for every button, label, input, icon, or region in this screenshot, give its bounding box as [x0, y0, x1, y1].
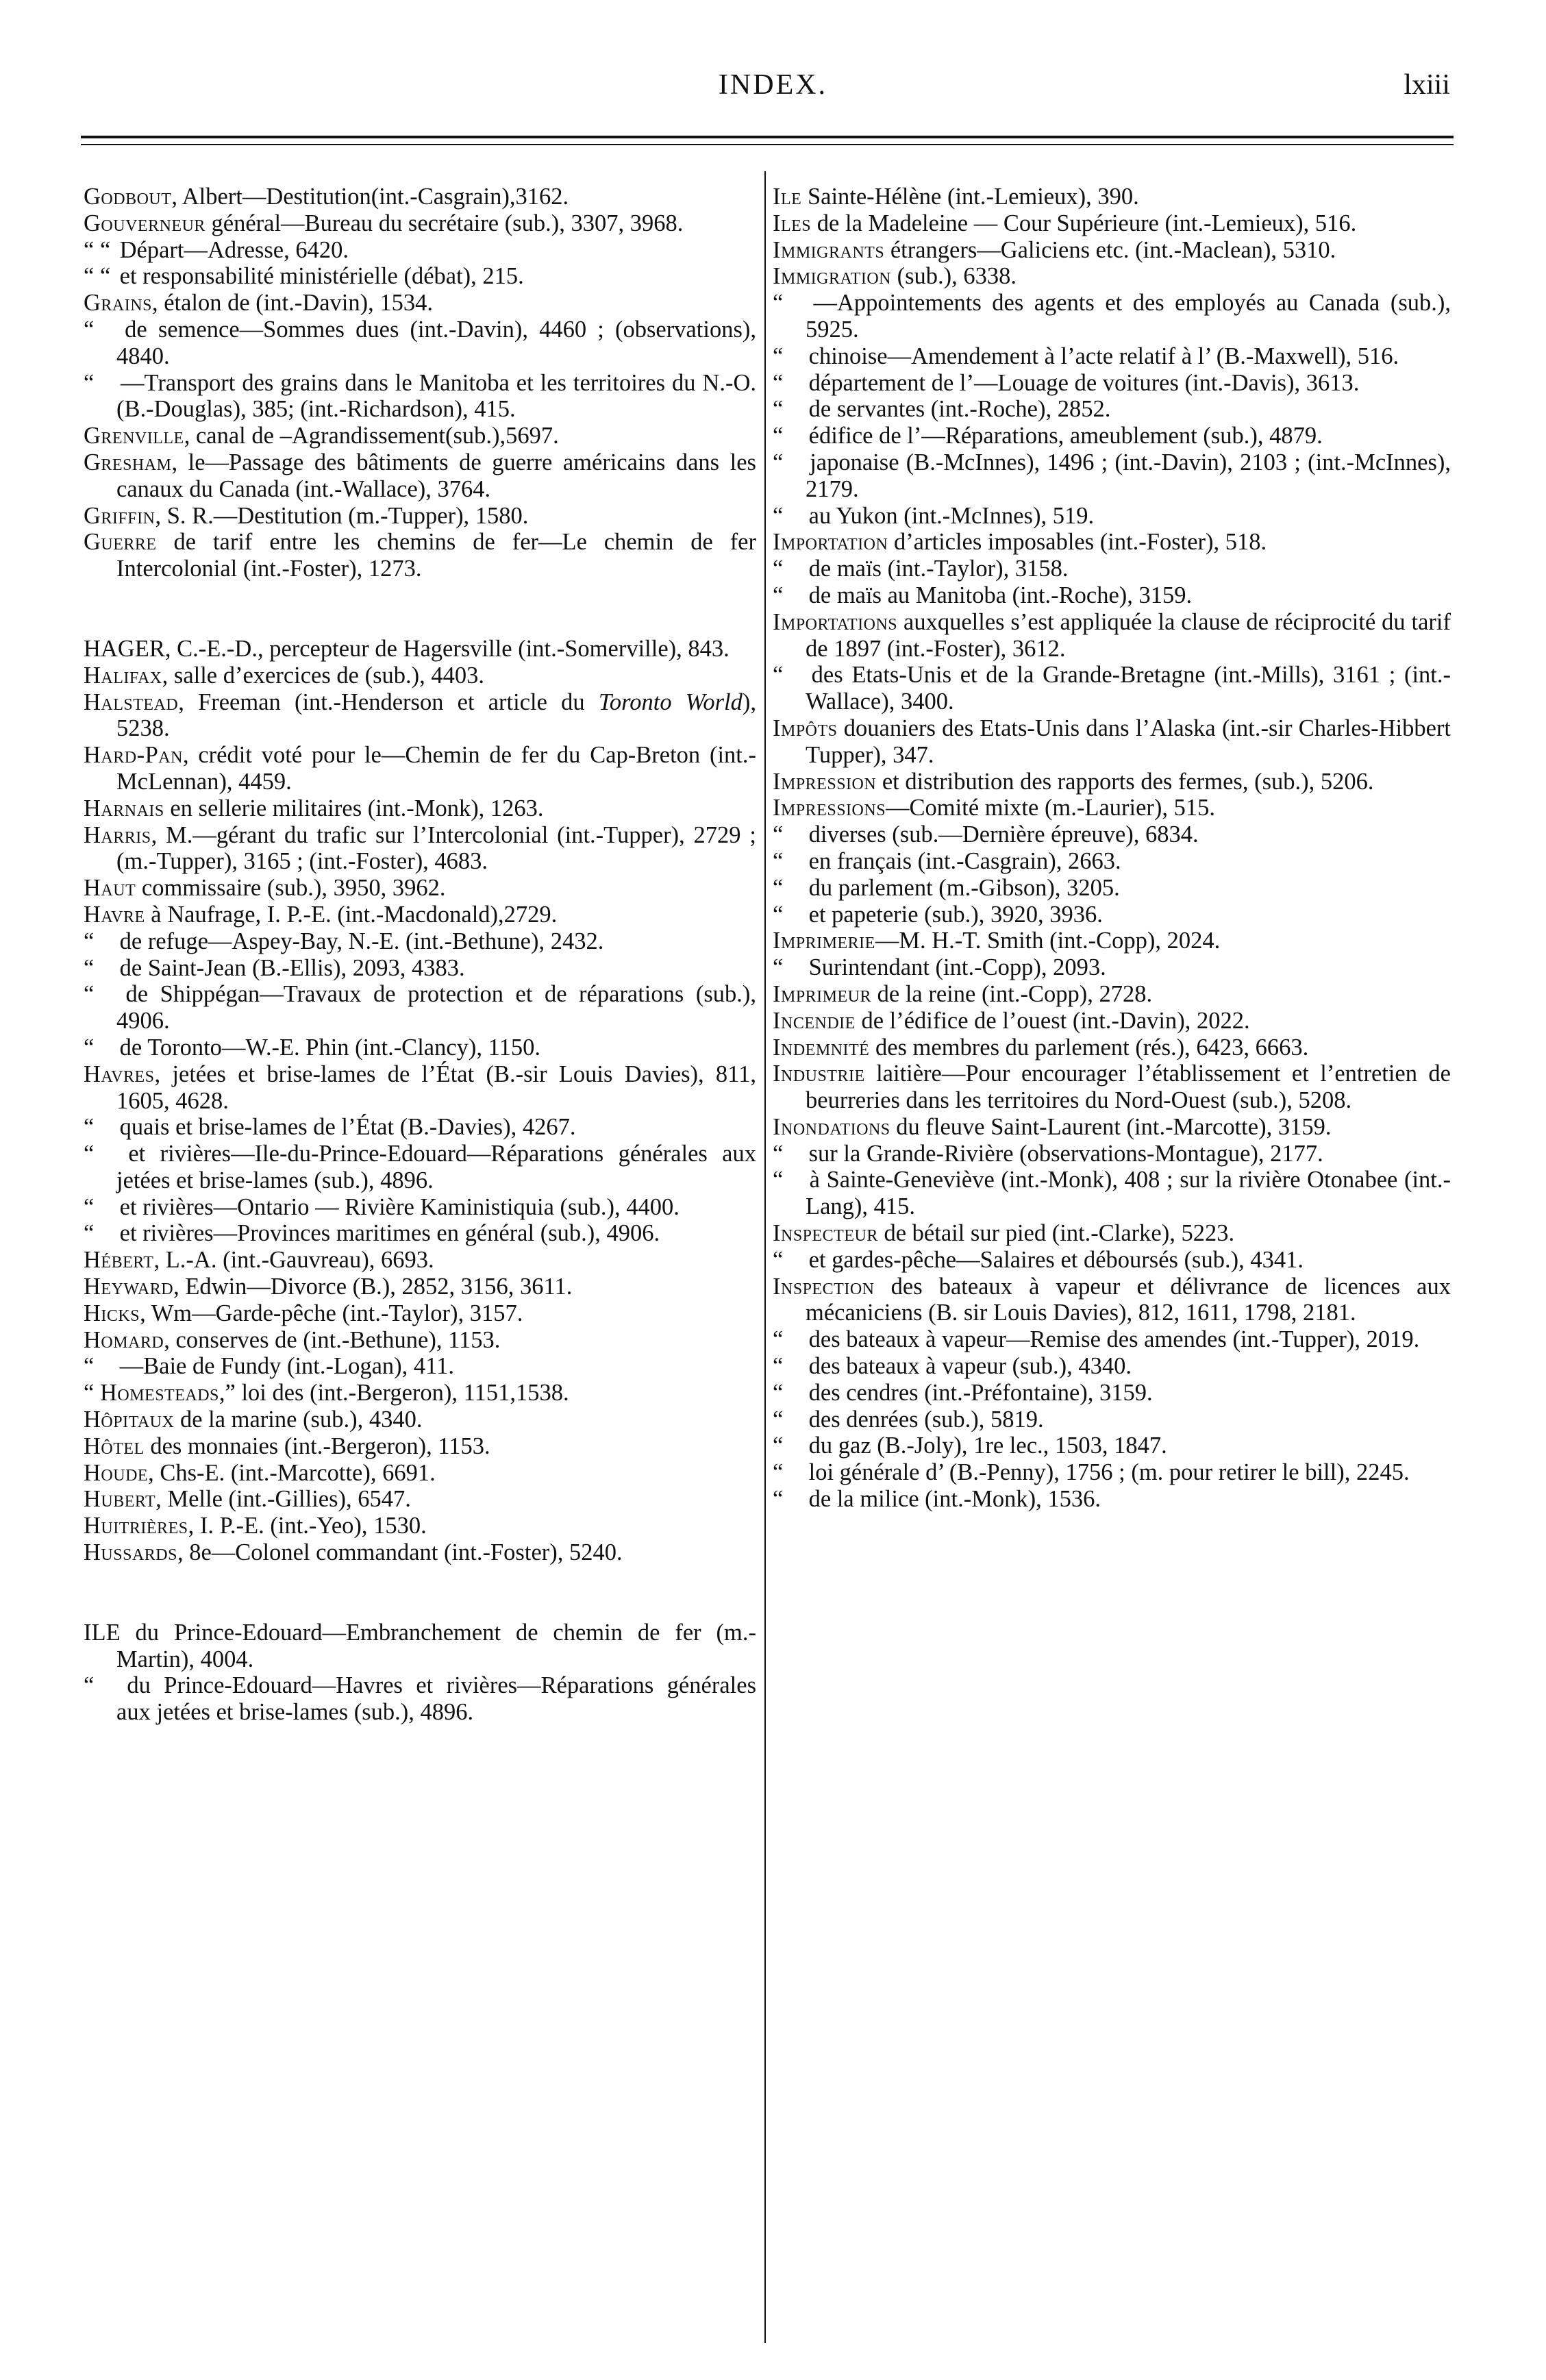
- index-entry: [773, 1326, 1451, 1353]
- ditto-mark: “: [773, 662, 784, 689]
- index-entry: [773, 821, 1451, 848]
- entry-text: (sub.), 6338.: [891, 263, 1017, 290]
- entry-term: Immigrants: [773, 236, 885, 263]
- entry-term: Impôts: [773, 715, 838, 741]
- entry-term: Halifax: [84, 662, 162, 689]
- entry-term: Hôtel: [84, 1433, 145, 1459]
- index-entry: [84, 1460, 756, 1487]
- page-title: INDEX.: [718, 69, 828, 101]
- entry-text: ), 5238.: [116, 689, 756, 742]
- entry-term: Havres: [84, 1061, 155, 1087]
- entry-text: loi générale d’ (B.-Penny), 1756 ; (m. pour retirer le bill), 2245.: [803, 1459, 1410, 1486]
- index-entry: [84, 263, 756, 290]
- index-entry: [84, 636, 756, 662]
- entry-text: de la marine (sub.), 4340.: [174, 1406, 423, 1433]
- entry-term: Impression: [773, 768, 877, 795]
- entry-text: de la Madeleine — Cour Supérieure (int.-Lemieux), 516.: [811, 210, 1357, 236]
- ditto-mark: “: [773, 502, 784, 529]
- index-entry: [84, 1274, 756, 1300]
- index-entry: [773, 1167, 1451, 1220]
- index-entry: [84, 981, 756, 1034]
- index-entry: [84, 1620, 756, 1673]
- entry-text: , C.-E.-D., percepteur de Hagersville (int.-Somerville), 843.: [164, 635, 730, 662]
- index-entry: [773, 582, 1451, 609]
- entry-text: Départ—Adresse, 6420.: [114, 236, 349, 263]
- ditto-mark: “: [84, 1672, 95, 1699]
- index-entry: [773, 503, 1451, 530]
- entry-text: , S. R.—Destitution (m.-Tupper), 1580.: [155, 502, 529, 529]
- entry-text: et rivières—Provinces maritimes en général (sub.), 4906.: [114, 1220, 660, 1247]
- entry-text: des bateaux à vapeur—Remise des amendes (int.-Tupper), 2019.: [803, 1326, 1420, 1353]
- ditto-mark: “: [773, 901, 784, 928]
- ditto-mark: “: [773, 290, 784, 317]
- index-entry: [773, 769, 1451, 795]
- index-entry: [84, 1300, 756, 1327]
- index-entry: [773, 1353, 1451, 1380]
- index-entry: [84, 370, 756, 423]
- ditto-mark: “: [773, 1140, 784, 1167]
- page-number: lxiii: [1404, 69, 1450, 101]
- ditto-mark: “: [773, 343, 784, 369]
- index-entry: [84, 875, 756, 902]
- entry-text: des bateaux à vapeur et délivrance de licences aux mécaniciens (B. sir Louis Davies), 812, 1611, 1798, 2181.: [806, 1273, 1451, 1326]
- index-entry: [773, 396, 1451, 423]
- entry-text: , le—Passage des bâtiments de guerre américains dans les canaux du Canada (int.-Wallace), 3764.: [116, 449, 756, 502]
- entry-text: et rivières—Ile-du-Prince-Edouard—Réparations générales aux jetées et brise-lames (sub.), 4896.: [114, 1141, 756, 1193]
- entry-text: , salle d’exercices de (sub.), 4403.: [162, 662, 485, 689]
- entry-italic: Toronto World: [598, 689, 743, 715]
- entry-text: —Transport des grains dans le Manitoba et les territoires du N.-O. (B.-Douglas), 385; (int.-Richardson), 415.: [114, 369, 756, 423]
- entry-text: et gardes-pêche—Salaires et déboursés (sub.), 4341.: [803, 1246, 1304, 1273]
- index-entry: [773, 1380, 1451, 1406]
- entry-text: , étalon de (int.-Davin), 1534.: [151, 290, 433, 317]
- index-entry: [773, 1114, 1451, 1141]
- index-entry: [84, 1034, 756, 1061]
- entry-text: de la reine (int.-Copp), 2728.: [871, 980, 1153, 1007]
- ditto-mark: “ “: [84, 263, 111, 290]
- ditto-mark: “: [773, 1486, 784, 1513]
- index-entry: [773, 1486, 1451, 1513]
- entry-text: de Saint-Jean (B.-Ellis), 2093, 4383.: [114, 954, 465, 981]
- entry-term: Harris: [84, 821, 151, 848]
- index-entry: [84, 928, 756, 955]
- index-entry: [773, 449, 1451, 503]
- entry-lead-quote: “: [84, 1380, 100, 1406]
- section-gap: [84, 582, 756, 636]
- entry-term: Ile: [773, 184, 802, 210]
- entry-text: —Baie de Fundy (int.-Logan), 411.: [114, 1353, 454, 1380]
- index-entry: [84, 237, 756, 264]
- entry-term: Grenville: [84, 423, 184, 449]
- entry-text: du fleuve Saint-Laurent (int.-Marcotte), 3159.: [890, 1113, 1332, 1140]
- entry-text: des membres du parlement (rés.), 6423, 6663.: [869, 1034, 1309, 1061]
- entry-text: sur la Grande-Rivière (observations-Montague), 2177.: [803, 1140, 1323, 1167]
- entry-text: , L.-A. (int.-Gauvreau), 6693.: [153, 1247, 434, 1274]
- ditto-mark: “: [84, 1353, 95, 1380]
- right-column: [773, 184, 1451, 1513]
- entry-text: , conserves de (int.-Bethune), 1153.: [164, 1326, 501, 1353]
- entry-text: Sainte-Hélène (int.-Lemieux), 390.: [801, 184, 1139, 210]
- index-entry: [84, 822, 756, 876]
- page-header: [0, 69, 1546, 116]
- index-entry: [84, 1327, 756, 1354]
- index-entry: [773, 1141, 1451, 1167]
- index-entry: [773, 184, 1451, 210]
- index-entry: [84, 662, 756, 689]
- entry-text: , Melle (int.-Gillies), 6547.: [155, 1486, 411, 1513]
- entry-term: Industrie: [773, 1061, 865, 1087]
- ditto-mark: “: [773, 396, 784, 423]
- entry-term: Inspection: [773, 1273, 875, 1300]
- index-entry: [84, 1406, 756, 1433]
- entry-text: —Appointements des agents et des employés au Canada (sub.), 5925.: [803, 290, 1451, 343]
- index-entry: [84, 1141, 756, 1194]
- ditto-mark: “: [773, 1379, 784, 1406]
- entry-term: ILE: [84, 1619, 121, 1646]
- entry-text: , crédit voté pour le—Chemin de fer du Cap-Breton (int.-McLennan), 4459.: [116, 742, 756, 795]
- ditto-mark: “: [84, 1114, 95, 1141]
- entry-text: en français (int.-Casgrain), 2663.: [803, 847, 1121, 874]
- entry-text: , Freeman (int.-Henderson et article du: [178, 689, 599, 715]
- entry-text: à Sainte-Geneviève (int.-Monk), 408 ; sur la rivière Otonabee (int.-Lang), 415.: [803, 1167, 1451, 1220]
- entry-text: et papeterie (sub.), 3920, 3936.: [803, 901, 1103, 928]
- index-entry: [773, 1433, 1451, 1459]
- entry-text: des cendres (int.-Préfontaine), 3159.: [803, 1379, 1153, 1406]
- index-entry: [84, 449, 756, 503]
- entry-text: au Yukon (int.-McInnes), 519.: [803, 502, 1095, 529]
- index-entry: [84, 1433, 756, 1460]
- entry-text: japonaise (B.-McInnes), 1496 ; (int.-Davin), 2103 ; (int.-McInnes), 2179.: [803, 449, 1451, 502]
- ditto-mark: “: [773, 1167, 784, 1193]
- index-entry: [84, 1061, 756, 1115]
- index-entry: [84, 742, 756, 795]
- ditto-mark: “: [773, 1433, 784, 1459]
- entry-term: Hôpitaux: [84, 1406, 175, 1433]
- ditto-mark: “: [84, 1220, 95, 1247]
- ditto-mark: “: [773, 1406, 784, 1433]
- ditto-mark: “ “: [84, 236, 111, 263]
- index-entry: [773, 1459, 1451, 1486]
- index-entry: [84, 423, 756, 449]
- ditto-mark: “: [773, 369, 784, 396]
- index-entry: [84, 503, 756, 530]
- index-entry: [84, 317, 756, 370]
- entry-text: et responsabilité ministérielle (débat), 215.: [114, 263, 524, 290]
- ditto-mark: “: [773, 847, 784, 874]
- index-entry: [84, 1247, 756, 1274]
- index-entry: [84, 1486, 756, 1513]
- ditto-mark: “: [84, 954, 95, 981]
- entry-text: , Edwin—Divorce (B.), 2852, 3156, 3611.: [173, 1274, 573, 1300]
- index-entry: [773, 1274, 1451, 1327]
- index-entry: [773, 343, 1451, 370]
- entry-term: Immigration: [773, 263, 891, 290]
- index-entry: [773, 848, 1451, 875]
- entry-text: commissaire (sub.), 3950, 3962.: [136, 875, 446, 902]
- index-entry: [84, 902, 756, 928]
- entry-text: de maïs (int.-Taylor), 3158.: [803, 556, 1069, 582]
- index-entry: [84, 1513, 756, 1539]
- entry-text: des denrées (sub.), 5819.: [803, 1406, 1044, 1433]
- entry-text: en sellerie militaires (int.-Monk), 1263.: [164, 795, 544, 821]
- entry-term: Heyward: [84, 1274, 174, 1300]
- column-divider: [764, 171, 766, 2343]
- entry-text: , Wm—Garde-pêche (int.-Taylor), 3157.: [140, 1300, 523, 1326]
- index-entry: [773, 981, 1451, 1008]
- ditto-mark: “: [773, 423, 784, 449]
- index-entry: [84, 1672, 756, 1726]
- entry-text: de Toronto—W.-E. Phin (int.-Clancy), 1150.: [114, 1034, 540, 1061]
- entry-term: Godbout: [84, 184, 172, 210]
- entry-text: de bétail sur pied (int.-Clarke), 5223.: [877, 1220, 1235, 1247]
- entry-text: Surintendant (int.-Copp), 2093.: [803, 954, 1106, 981]
- entry-text: de la milice (int.-Monk), 1536.: [803, 1486, 1101, 1513]
- index-entry: [84, 184, 756, 210]
- entry-term: Houde: [84, 1459, 149, 1486]
- entry-text: quais et brise-lames de l’État (B.-Davies), 4267.: [114, 1114, 576, 1141]
- entry-term: Guerre: [84, 529, 157, 556]
- entry-term: Gresham: [84, 449, 172, 475]
- entry-term: Imprimeur: [773, 980, 872, 1007]
- index-entry: [773, 715, 1451, 769]
- entry-text: du Prince-Edouard—Embranchement de chemin de fer (m.-Martin), 4004.: [116, 1619, 756, 1672]
- index-entry: [84, 955, 756, 982]
- index-entry: [84, 1380, 756, 1406]
- index-entry: [84, 290, 756, 317]
- entry-term: Homard: [84, 1326, 164, 1353]
- entry-term: Impressions: [773, 795, 886, 821]
- entry-term: Hicks: [84, 1300, 140, 1326]
- entry-text: du Prince-Edouard—Havres et rivières—Réparations générales aux jetées et brise-lames (sub.), 4896.: [114, 1672, 756, 1726]
- entry-text: du parlement (m.-Gibson), 3205.: [803, 874, 1120, 901]
- ditto-mark: “: [84, 981, 95, 1008]
- index-entry: [84, 689, 756, 743]
- entry-text: , M.—gérant du trafic sur l’Intercolonial (int.-Tupper), 2729 ; (m.-Tupper), 3165 ; (int.-Foster), 4683.: [116, 821, 756, 875]
- ditto-mark: “: [773, 1326, 784, 1353]
- section-gap: [84, 1566, 756, 1620]
- ditto-mark: “: [773, 1246, 784, 1273]
- entry-term: Homesteads: [99, 1380, 219, 1406]
- index-entry: [773, 662, 1451, 715]
- entry-text: diverses (sub.—Dernière épreuve), 6834.: [803, 821, 1199, 848]
- index-entry: [773, 370, 1451, 397]
- entry-text: des bateaux à vapeur (sub.), 4340.: [803, 1353, 1132, 1380]
- entry-term: Harnais: [84, 795, 164, 821]
- entry-text: , Albert—Destitution(int.-Casgrain),3162.: [171, 184, 569, 210]
- header-rule-thick: [81, 136, 1454, 138]
- index-entry: [773, 1247, 1451, 1274]
- entry-text: et rivières—Ontario — Rivière Kaministiquia (sub.), 4400.: [114, 1193, 680, 1220]
- entry-term: Hébert: [84, 1247, 154, 1274]
- ditto-mark: “: [84, 316, 95, 343]
- entry-text: d’articles imposables (int.-Foster), 518.: [888, 529, 1267, 556]
- index-entry: [773, 237, 1451, 264]
- entry-text: édifice de l’—Réparations, ameublement (sub.), 4879.: [803, 423, 1323, 449]
- entry-text: , I. P.-E. (int.-Yeo), 1530.: [188, 1513, 427, 1539]
- ditto-mark: “: [84, 1193, 95, 1220]
- entry-text: du gaz (B.-Joly), 1re lec., 1503, 1847.: [803, 1433, 1167, 1459]
- entry-text: étrangers—Galiciens etc. (int.-Maclean), 5310.: [884, 236, 1336, 263]
- ditto-mark: “: [84, 1141, 95, 1167]
- ditto-mark: “: [773, 1353, 784, 1380]
- entry-term: Importations: [773, 608, 898, 635]
- entry-text: , Chs-E. (int.-Marcotte), 6691.: [148, 1459, 436, 1486]
- ditto-mark: “: [773, 874, 784, 901]
- entry-term: Hubert: [84, 1486, 156, 1513]
- entry-text: général—Bureau du secrétaire (sub.), 3307, 3968.: [205, 210, 684, 236]
- entry-text: département de l’—Louage de voitures (int.-Davis), 3613.: [803, 369, 1360, 396]
- entry-text: , canal de –Agrandissement(sub.),5697.: [184, 423, 559, 449]
- index-entry: [84, 210, 756, 237]
- index-entry: [773, 1008, 1451, 1034]
- entry-text: douaniers des Etats-Unis dans l’Alaska (int.-sir Charles-Hibbert Tupper), 347.: [806, 715, 1451, 768]
- entry-term: Halstead: [84, 689, 179, 715]
- index-entry: [773, 1061, 1451, 1114]
- index-entry: [773, 875, 1451, 902]
- index-entry: [773, 529, 1451, 556]
- entry-text: de tarif entre les chemins de fer—Le chemin de fer Intercolonial (int.-Foster), 1273.: [116, 529, 756, 582]
- entry-text: de l’édifice de l’ouest (int.-Davin), 2022.: [855, 1007, 1250, 1034]
- index-entry: [773, 210, 1451, 237]
- index-entry: [773, 902, 1451, 928]
- ditto-mark: “: [773, 556, 784, 582]
- entry-term: Grains: [84, 290, 152, 317]
- entry-term: Iles: [773, 210, 812, 236]
- ditto-mark: “: [773, 449, 784, 475]
- entry-text: à Naufrage, I. P.-E. (int.-Macdonald),2729.: [145, 901, 558, 928]
- index-entry: [84, 1220, 756, 1247]
- index-entry: [84, 1353, 756, 1380]
- index-entry: [773, 1406, 1451, 1433]
- index-entry: [84, 529, 756, 582]
- entry-term: Gouverneur: [84, 210, 205, 236]
- ditto-mark: “: [84, 1034, 95, 1061]
- entry-text: des Etats-Unis et de la Grande-Bretagne (int.-Mills), 3161 ; (int.-Wallace), 3400.: [803, 662, 1451, 715]
- entry-text: —M. H.-T. Smith (int.-Copp), 2024.: [875, 928, 1221, 954]
- index-entry: [773, 1220, 1451, 1247]
- index-entry: [773, 290, 1451, 343]
- entry-text: , jetées et brise-lames de l’État (B.-sir Louis Davies), 811, 1605, 4628.: [116, 1061, 756, 1114]
- index-entry: [773, 609, 1451, 662]
- entry-text: chinoise—Amendement à l’acte relatif à l’ (B.-Maxwell), 516.: [803, 343, 1399, 369]
- index-entry: [773, 954, 1451, 981]
- entry-term: Huitrières: [84, 1513, 188, 1539]
- entry-term: HAGER: [84, 635, 165, 662]
- entry-term: Haut: [84, 875, 136, 902]
- index-entry: [773, 1034, 1451, 1061]
- entry-term: Havre: [84, 901, 145, 928]
- index-entry: [84, 1194, 756, 1221]
- entry-text: de maïs au Manitoba (int.-Roche), 3159.: [803, 582, 1193, 608]
- entry-text: de servantes (int.-Roche), 2852.: [803, 396, 1111, 423]
- index-entry: [773, 263, 1451, 290]
- ditto-mark: “: [773, 1459, 784, 1486]
- entry-text: , 8e—Colonel commandant (int.-Foster), 5240.: [177, 1539, 623, 1566]
- entry-text: de refuge—Aspey-Bay, N.-E. (int.-Bethune), 2432.: [114, 928, 604, 954]
- index-entry: [773, 556, 1451, 582]
- ditto-mark: “: [773, 821, 784, 848]
- entry-text: laitière—Pour encourager l’établissement et l’entretien de beurreries dans les territoires du Nord-Ouest (sub.), 5208.: [806, 1061, 1451, 1114]
- entry-text: —Comité mixte (m.-Laurier), 515.: [886, 795, 1216, 821]
- index-entry: [84, 1539, 756, 1566]
- header-rule-thin: [81, 144, 1454, 145]
- entry-text: de Shippégan—Travaux de protection et de réparations (sub.), 4906.: [114, 981, 756, 1034]
- index-entry: [773, 928, 1451, 954]
- entry-term: Inondations: [773, 1113, 890, 1140]
- entry-term: Incendie: [773, 1007, 856, 1034]
- ditto-mark: “: [773, 582, 784, 608]
- entry-text: des monnaies (int.-Bergeron), 1153.: [144, 1433, 490, 1459]
- entry-term: Inspecteur: [773, 1220, 878, 1247]
- index-entry: [773, 423, 1451, 449]
- index-entry: [84, 1114, 756, 1141]
- entry-term: Indemnité: [773, 1034, 870, 1061]
- entry-term: Hussards: [84, 1539, 177, 1566]
- entry-text: auxquelles s’est appliquée la clause de réciprocité du tarif de 1897 (int.-Foster), 3612.: [806, 608, 1451, 662]
- entry-text: de semence—Sommes dues (int.-Davin), 4460 ; (observations), 4840.: [114, 316, 756, 369]
- entry-term: Griffin: [84, 502, 155, 529]
- index-entry: [773, 795, 1451, 821]
- entry-text: ,” loi des (int.-Bergeron), 1151,1538.: [219, 1380, 569, 1406]
- ditto-mark: “: [84, 928, 95, 954]
- ditto-mark: “: [84, 369, 95, 396]
- entry-term: Hard-Pan: [84, 742, 183, 769]
- index-entry: [84, 795, 756, 822]
- entry-term: Imprimerie: [773, 928, 875, 954]
- left-column: [84, 184, 756, 1726]
- entry-term: Importation: [773, 529, 888, 556]
- ditto-mark: “: [773, 954, 784, 981]
- entry-text: et distribution des rapports des fermes, (sub.), 5206.: [876, 768, 1374, 795]
